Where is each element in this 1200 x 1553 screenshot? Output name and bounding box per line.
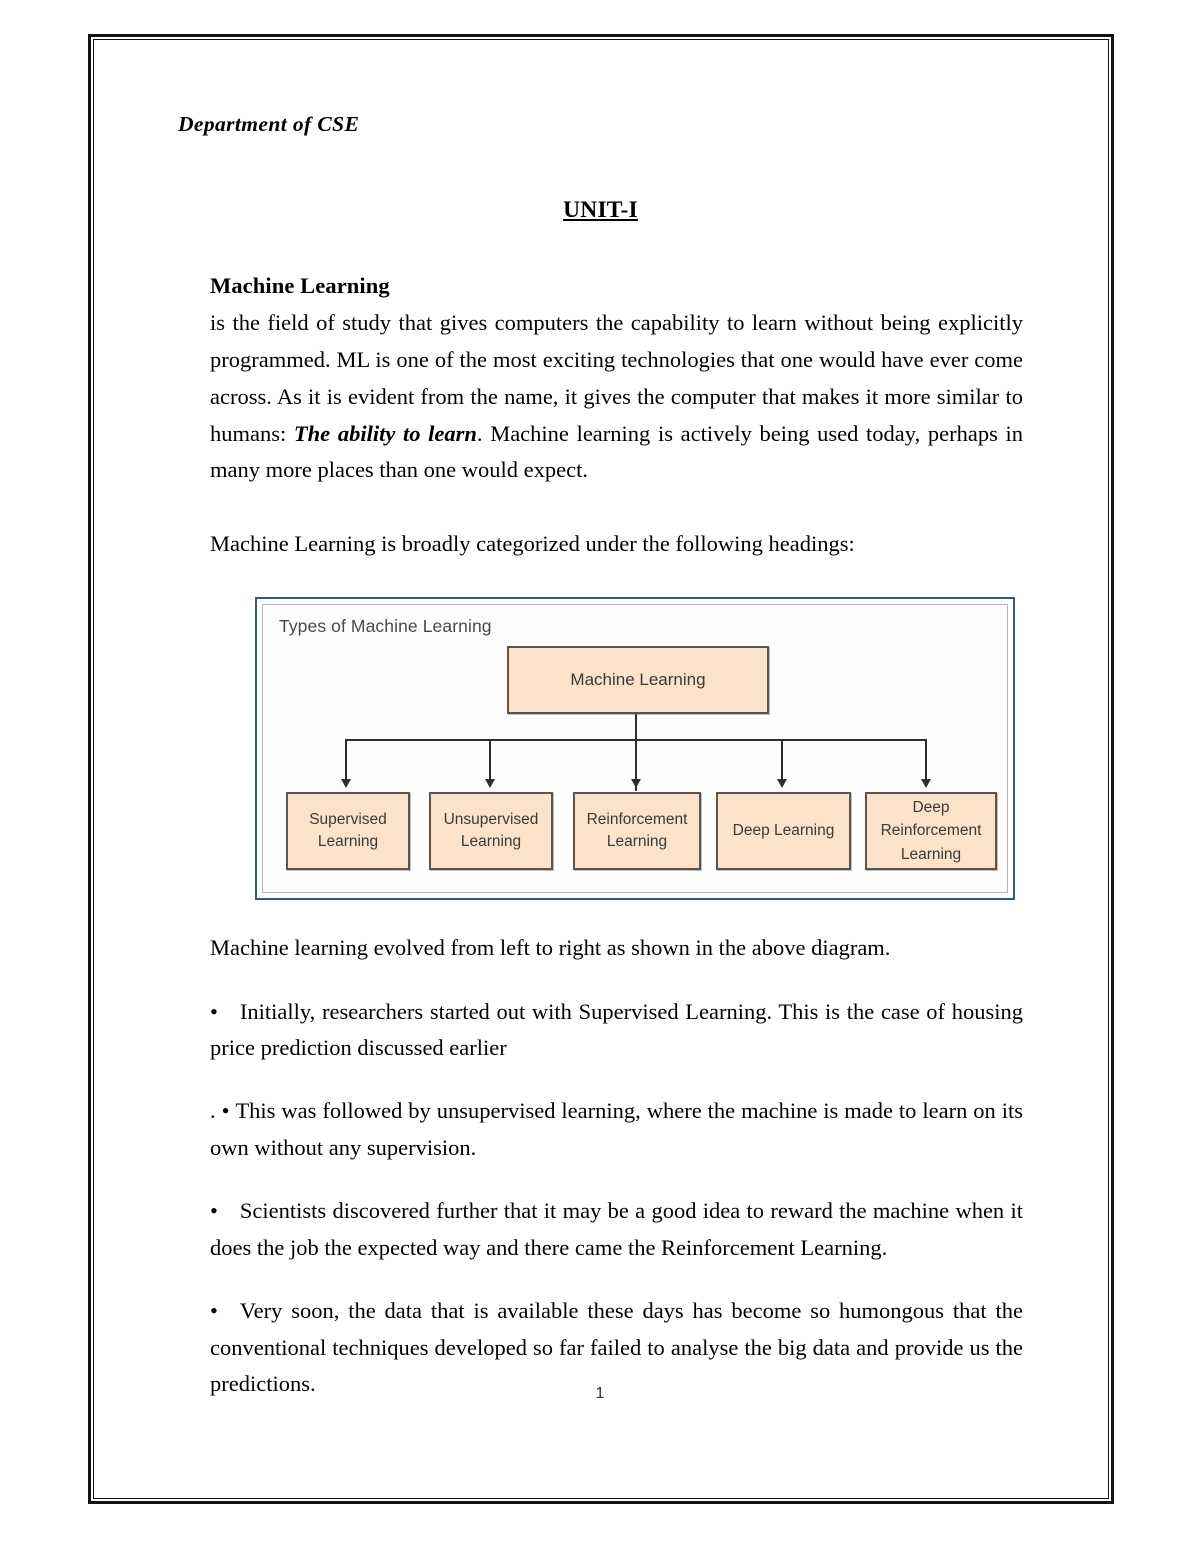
bullet-item-2 — [210, 1093, 1023, 1166]
diagram-node-label: Supervised Learning — [309, 810, 387, 851]
connector-drop-4 — [781, 739, 783, 779]
bullet-marker: • — [210, 1298, 218, 1324]
document-content — [178, 112, 1023, 1402]
machine-learning-section — [210, 268, 1023, 489]
post-diagram-text — [210, 930, 1023, 1402]
page-title: UNIT-I — [563, 197, 638, 223]
page-number: 1 — [595, 1385, 605, 1402]
bullet-text: Very soon, the data that is available these days has become so humongous that the conventional techniques developed so far failed to analyse the big data and provide us the predictions. — [210, 1298, 1023, 1397]
diagram-node-label: Deep Reinforcement Learning — [880, 799, 982, 863]
arrow-head-icon-3 — [631, 779, 641, 788]
arrow-head-icon-1 — [341, 779, 351, 788]
diagram-node-label: Unsupervised Learning — [443, 810, 539, 851]
machine-learning-paragraph — [210, 268, 1023, 489]
diagram-node-label: Deep Learning — [732, 821, 835, 839]
diagram-node-label: Machine Learning — [570, 669, 706, 689]
diagram-node-reinforcement-learning — [573, 792, 701, 870]
bullet-marker: • — [210, 998, 218, 1024]
connector-drop-3 — [635, 739, 637, 779]
bullet-marker: . • — [210, 1098, 230, 1124]
bullet-text: Initially, researchers started out with Supervised Learning. This is the case of housing price prediction discussed earlier — [210, 998, 1023, 1060]
diagram-node-supervised-learning — [286, 792, 410, 870]
arrow-head-icon-5 — [921, 779, 931, 788]
ml-para-part2: . Machine learning is actively being used today, perhaps in many more places than one would expect. — [210, 420, 1024, 483]
categorized-line: Machine Learning is broadly categorized under the following headings: — [210, 531, 855, 557]
bullet-text: This was followed by unsupervised learning, where the machine is made to learn on its own without any supervision. — [210, 1098, 1024, 1160]
unit-title-container — [178, 197, 1023, 224]
arrow-head-icon-4 — [777, 779, 787, 788]
connector-drop-1 — [345, 739, 347, 779]
arrow-head-icon-2 — [485, 779, 495, 788]
bullet-marker: • — [210, 1198, 218, 1224]
diagram-node-label: Reinforcement Learning — [586, 810, 688, 851]
connector-drop-5 — [925, 739, 927, 779]
department-header: Department of CSE — [178, 112, 360, 136]
evolved-line: Machine learning evolved from left to right as shown in the above diagram. — [210, 935, 891, 961]
bullet-text: Scientists discovered further that it may be a good idea to reward the machine when it does the job the expected way and there came the Reinforcement Learning. — [210, 1198, 1023, 1260]
ml-para-part1: is the field of study that gives computers the capability to learn without being explicitly programmed. ML is one of the most exciting technologies that one would have ever come across. As it is evident from the name, it gives the computer that makes it more similar to humans: — [210, 309, 1023, 446]
connector-drop-2 — [489, 739, 491, 779]
bullet-item-3 — [210, 1193, 1023, 1266]
machine-learning-heading: Machine Learning — [210, 273, 390, 298]
diagram-caption: Types of Machine Learning — [279, 616, 492, 637]
diagram-node-machine-learning — [507, 646, 769, 714]
diagram-node-unsupervised-learning — [429, 792, 553, 870]
diagram-node-deep-reinforcement-learning — [865, 792, 997, 870]
ml-para-emphasis: The ability to learn — [293, 420, 477, 446]
types-of-machine-learning-diagram — [255, 597, 1015, 900]
bullet-item-1 — [210, 994, 1023, 1067]
diagram-node-deep-learning — [716, 792, 851, 870]
